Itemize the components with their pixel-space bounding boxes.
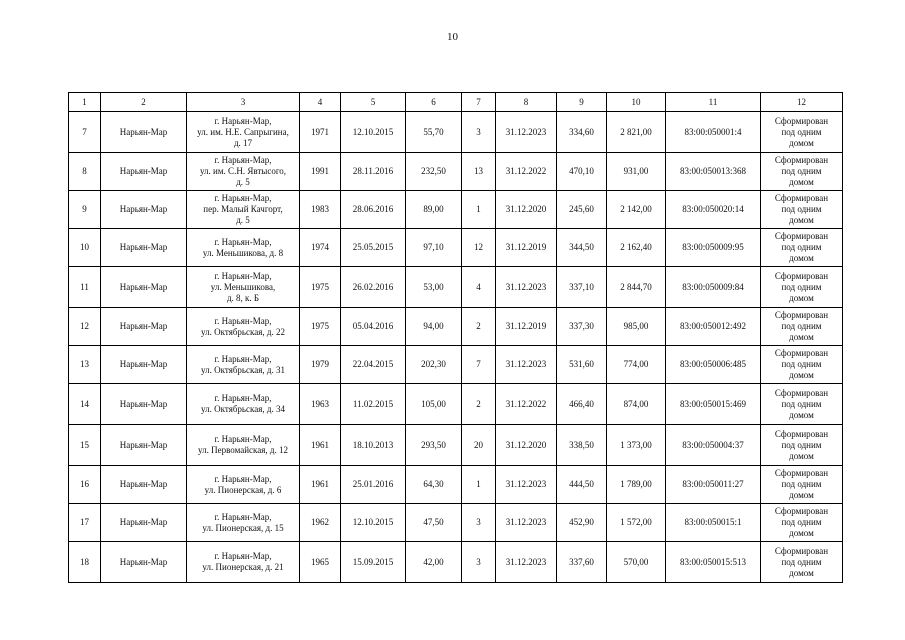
column-header: 6 <box>406 93 462 112</box>
deadline-cell: 31.12.2023 <box>496 346 557 384</box>
deadline-cell: 31.12.2023 <box>496 466 557 504</box>
address-cell: г. Нарьян-Мар, ул. Октябрьская, д. 34 <box>187 384 300 425</box>
column-header: 8 <box>496 93 557 112</box>
cost-cell: 931,00 <box>607 153 666 191</box>
build-year-cell: 1974 <box>300 229 341 267</box>
table-row <box>69 112 843 153</box>
status-cell: Сформирован под одним домом <box>761 425 843 466</box>
row-number-cell: 9 <box>69 191 101 229</box>
table-row <box>69 504 843 542</box>
cadastral-number-cell: 83:00:050009:84 <box>666 267 761 308</box>
table-row <box>69 153 843 191</box>
city-cell: Нарьян-Мар <box>101 425 187 466</box>
build-year-cell: 1975 <box>300 267 341 308</box>
table-row <box>69 346 843 384</box>
cost-cell: 985,00 <box>607 308 666 346</box>
row-number-cell: 7 <box>69 112 101 153</box>
cost-cell: 1 789,00 <box>607 466 666 504</box>
column-header: 3 <box>187 93 300 112</box>
column-header: 7 <box>462 93 496 112</box>
table-row <box>69 229 843 267</box>
cost-cell: 2 162,40 <box>607 229 666 267</box>
table-row <box>69 384 843 425</box>
area-cell: 47,50 <box>406 504 462 542</box>
cost-cell: 2 821,00 <box>607 112 666 153</box>
area-cell: 53,00 <box>406 267 462 308</box>
status-cell: Сформирован под одним домом <box>761 229 843 267</box>
cadastral-number-cell: 83:00:050020:14 <box>666 191 761 229</box>
date-cell: 05.04.2016 <box>341 308 406 346</box>
address-cell: г. Нарьян-Мар, ул. Пионерская, д. 15 <box>187 504 300 542</box>
deadline-cell: 31.12.2020 <box>496 191 557 229</box>
column-header: 1 <box>69 93 101 112</box>
area-cell: 55,70 <box>406 112 462 153</box>
date-cell: 18.10.2013 <box>341 425 406 466</box>
residents-cell: 4 <box>462 267 496 308</box>
status-cell: Сформирован под одним домом <box>761 153 843 191</box>
date-cell: 26.02.2016 <box>341 267 406 308</box>
area-cell: 64,30 <box>406 466 462 504</box>
cadastral-number-cell: 83:00:050011:27 <box>666 466 761 504</box>
status-cell: Сформирован под одним домом <box>761 112 843 153</box>
row-number-cell: 15 <box>69 425 101 466</box>
area-cell: 105,00 <box>406 384 462 425</box>
status-cell: Сформирован под одним домом <box>761 346 843 384</box>
date-cell: 12.10.2015 <box>341 504 406 542</box>
residents-cell: 2 <box>462 384 496 425</box>
status-cell: Сформирован под одним домом <box>761 384 843 425</box>
build-year-cell: 1963 <box>300 384 341 425</box>
date-cell: 12.10.2015 <box>341 112 406 153</box>
cadastral-number-cell: 83:00:050009:95 <box>666 229 761 267</box>
city-cell: Нарьян-Мар <box>101 229 187 267</box>
address-cell: г. Нарьян-Мар, ул. Октябрьская, д. 22 <box>187 308 300 346</box>
cost-cell: 874,00 <box>607 384 666 425</box>
status-cell: Сформирован под одним домом <box>761 191 843 229</box>
deadline-cell: 31.12.2023 <box>496 112 557 153</box>
deadline-cell: 31.12.2023 <box>496 504 557 542</box>
residents-cell: 7 <box>462 346 496 384</box>
deadline-cell: 31.12.2019 <box>496 308 557 346</box>
address-cell: г. Нарьян-Мар, ул. им. Н.Е. Сапрыгина, д. 17 <box>187 112 300 153</box>
area-cell: 97,10 <box>406 229 462 267</box>
area-cell: 293,50 <box>406 425 462 466</box>
cost-cell: 570,00 <box>607 542 666 583</box>
build-year-cell: 1983 <box>300 191 341 229</box>
address-cell: г. Нарьян-Мар, пер. Малый Качгорт, д. 5 <box>187 191 300 229</box>
deadline-cell: 31.12.2019 <box>496 229 557 267</box>
date-cell: 11.02.2015 <box>341 384 406 425</box>
address-cell: г. Нарьян-Мар, ул. Меньшикова, д. 8, к. Б <box>187 267 300 308</box>
table-row <box>69 466 843 504</box>
table-header-row <box>69 93 843 112</box>
total-area-cell: 344,50 <box>557 229 607 267</box>
total-area-cell: 470,10 <box>557 153 607 191</box>
total-area-cell: 466,40 <box>557 384 607 425</box>
column-header: 5 <box>341 93 406 112</box>
build-year-cell: 1961 <box>300 466 341 504</box>
deadline-cell: 31.12.2022 <box>496 384 557 425</box>
residents-cell: 12 <box>462 229 496 267</box>
build-year-cell: 1979 <box>300 346 341 384</box>
total-area-cell: 337,60 <box>557 542 607 583</box>
city-cell: Нарьян-Мар <box>101 346 187 384</box>
city-cell: Нарьян-Мар <box>101 308 187 346</box>
address-cell: г. Нарьян-Мар, ул. им. С.Н. Явтысого, д. 5 <box>187 153 300 191</box>
residents-cell: 2 <box>462 308 496 346</box>
cadastral-number-cell: 83:00:050015:469 <box>666 384 761 425</box>
table-body <box>69 112 843 583</box>
residents-cell: 20 <box>462 425 496 466</box>
build-year-cell: 1962 <box>300 504 341 542</box>
total-area-cell: 452,90 <box>557 504 607 542</box>
status-cell: Сформирован под одним домом <box>761 504 843 542</box>
address-cell: г. Нарьян-Мар, ул. Меньшикова, д. 8 <box>187 229 300 267</box>
table-row <box>69 267 843 308</box>
row-number-cell: 13 <box>69 346 101 384</box>
date-cell: 25.05.2015 <box>341 229 406 267</box>
date-cell: 28.11.2016 <box>341 153 406 191</box>
total-area-cell: 444,50 <box>557 466 607 504</box>
table-row <box>69 425 843 466</box>
total-area-cell: 334,60 <box>557 112 607 153</box>
total-area-cell: 338,50 <box>557 425 607 466</box>
total-area-cell: 245,60 <box>557 191 607 229</box>
city-cell: Нарьян-Мар <box>101 542 187 583</box>
residents-cell: 3 <box>462 112 496 153</box>
area-cell: 94,00 <box>406 308 462 346</box>
cadastral-number-cell: 83:00:050015:1 <box>666 504 761 542</box>
cadastral-number-cell: 83:00:050015:513 <box>666 542 761 583</box>
city-cell: Нарьян-Мар <box>101 153 187 191</box>
table-row <box>69 308 843 346</box>
residents-cell: 1 <box>462 466 496 504</box>
total-area-cell: 337,10 <box>557 267 607 308</box>
build-year-cell: 1961 <box>300 425 341 466</box>
row-number-cell: 18 <box>69 542 101 583</box>
build-year-cell: 1971 <box>300 112 341 153</box>
residents-cell: 3 <box>462 504 496 542</box>
city-cell: Нарьян-Мар <box>101 384 187 425</box>
date-cell: 22.04.2015 <box>341 346 406 384</box>
column-header: 4 <box>300 93 341 112</box>
city-cell: Нарьян-Мар <box>101 191 187 229</box>
address-cell: г. Нарьян-Мар, ул. Первомайская, д. 12 <box>187 425 300 466</box>
deadline-cell: 31.12.2022 <box>496 153 557 191</box>
row-number-cell: 11 <box>69 267 101 308</box>
city-cell: Нарьян-Мар <box>101 504 187 542</box>
address-cell: г. Нарьян-Мар, ул. Пионерская, д. 21 <box>187 542 300 583</box>
deadline-cell: 31.12.2023 <box>496 542 557 583</box>
city-cell: Нарьян-Мар <box>101 466 187 504</box>
build-year-cell: 1965 <box>300 542 341 583</box>
cadastral-number-cell: 83:00:050001:4 <box>666 112 761 153</box>
deadline-cell: 31.12.2023 <box>496 267 557 308</box>
address-cell: г. Нарьян-Мар, ул. Октябрьская, д. 31 <box>187 346 300 384</box>
row-number-cell: 16 <box>69 466 101 504</box>
column-header: 2 <box>101 93 187 112</box>
cadastral-number-cell: 83:00:050004:37 <box>666 425 761 466</box>
deadline-cell: 31.12.2020 <box>496 425 557 466</box>
column-header: 9 <box>557 93 607 112</box>
date-cell: 25.01.2016 <box>341 466 406 504</box>
total-area-cell: 337,30 <box>557 308 607 346</box>
row-number-cell: 14 <box>69 384 101 425</box>
table-row <box>69 191 843 229</box>
column-header: 10 <box>607 93 666 112</box>
residents-cell: 3 <box>462 542 496 583</box>
build-year-cell: 1975 <box>300 308 341 346</box>
city-cell: Нарьян-Мар <box>101 112 187 153</box>
area-cell: 89,00 <box>406 191 462 229</box>
row-number-cell: 17 <box>69 504 101 542</box>
cadastral-number-cell: 83:00:050012:492 <box>666 308 761 346</box>
status-cell: Сформирован под одним домом <box>761 267 843 308</box>
cost-cell: 774,00 <box>607 346 666 384</box>
row-number-cell: 10 <box>69 229 101 267</box>
column-header: 12 <box>761 93 843 112</box>
residents-cell: 13 <box>462 153 496 191</box>
row-number-cell: 12 <box>69 308 101 346</box>
row-number-cell: 8 <box>69 153 101 191</box>
status-cell: Сформирован под одним домом <box>761 308 843 346</box>
cost-cell: 2 142,00 <box>607 191 666 229</box>
page-number: 10 <box>447 31 458 43</box>
build-year-cell: 1991 <box>300 153 341 191</box>
cost-cell: 1 373,00 <box>607 425 666 466</box>
address-cell: г. Нарьян-Мар, ул. Пионерская, д. 6 <box>187 466 300 504</box>
date-cell: 28.06.2016 <box>341 191 406 229</box>
table-row <box>69 542 843 583</box>
cost-cell: 2 844,70 <box>607 267 666 308</box>
cost-cell: 1 572,00 <box>607 504 666 542</box>
residents-cell: 1 <box>462 191 496 229</box>
total-area-cell: 531,60 <box>557 346 607 384</box>
area-cell: 42,00 <box>406 542 462 583</box>
column-header: 11 <box>666 93 761 112</box>
area-cell: 202,30 <box>406 346 462 384</box>
city-cell: Нарьян-Мар <box>101 267 187 308</box>
cadastral-number-cell: 83:00:050013:368 <box>666 153 761 191</box>
housing-registry-table <box>68 92 843 583</box>
date-cell: 15.09.2015 <box>341 542 406 583</box>
area-cell: 232,50 <box>406 153 462 191</box>
status-cell: Сформирован под одним домом <box>761 466 843 504</box>
status-cell: Сформирован под одним домом <box>761 542 843 583</box>
cadastral-number-cell: 83:00:050006:485 <box>666 346 761 384</box>
